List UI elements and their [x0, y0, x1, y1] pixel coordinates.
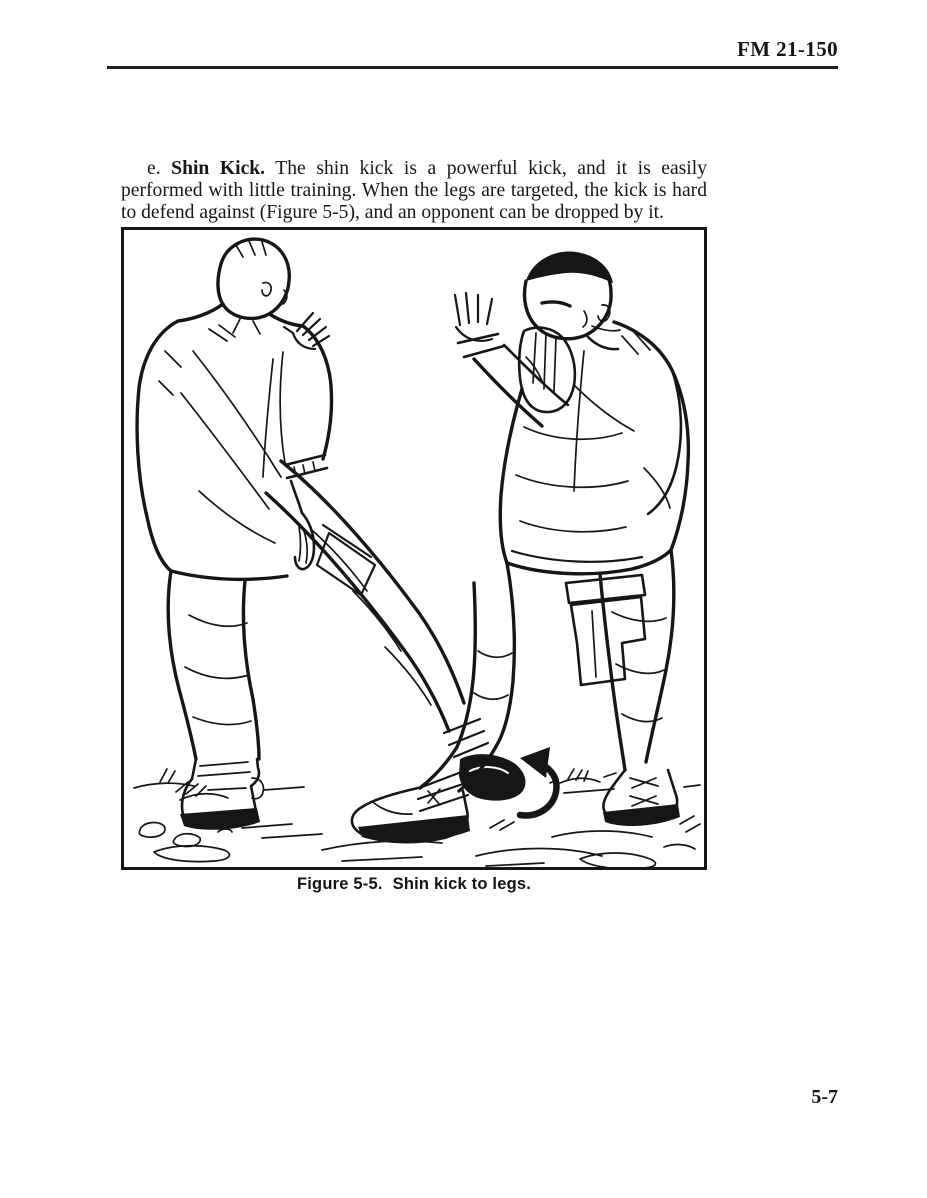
- figure-caption-label: Figure 5-5.: [296, 875, 383, 893]
- shin-kick-illustration: [124, 230, 704, 867]
- paragraph-item-label: e.: [147, 157, 172, 179]
- right-soldier: [352, 252, 688, 843]
- figure-frame: [121, 227, 707, 870]
- kick-motion-arrow-icon: [520, 747, 557, 815]
- left-soldier: [137, 239, 525, 830]
- paragraph-body-text: The shin kick is a powerful kick, and it is easily performed with little training. When the legs are targeted, the kick is hard to defend against (Figure 5-5), and an opponent can be dropped by it.: [121, 157, 707, 224]
- figure-caption: [121, 875, 707, 894]
- body-paragraph: [121, 158, 707, 225]
- document-number: FM 21-150: [737, 37, 838, 61]
- paragraph-run-in-title: Shin Kick.: [171, 157, 266, 179]
- kicked-boot: [459, 754, 525, 801]
- header-rule: [107, 66, 838, 69]
- figure-caption-text: Shin kick to legs.: [392, 875, 532, 893]
- page-number: 5-7: [811, 1086, 838, 1108]
